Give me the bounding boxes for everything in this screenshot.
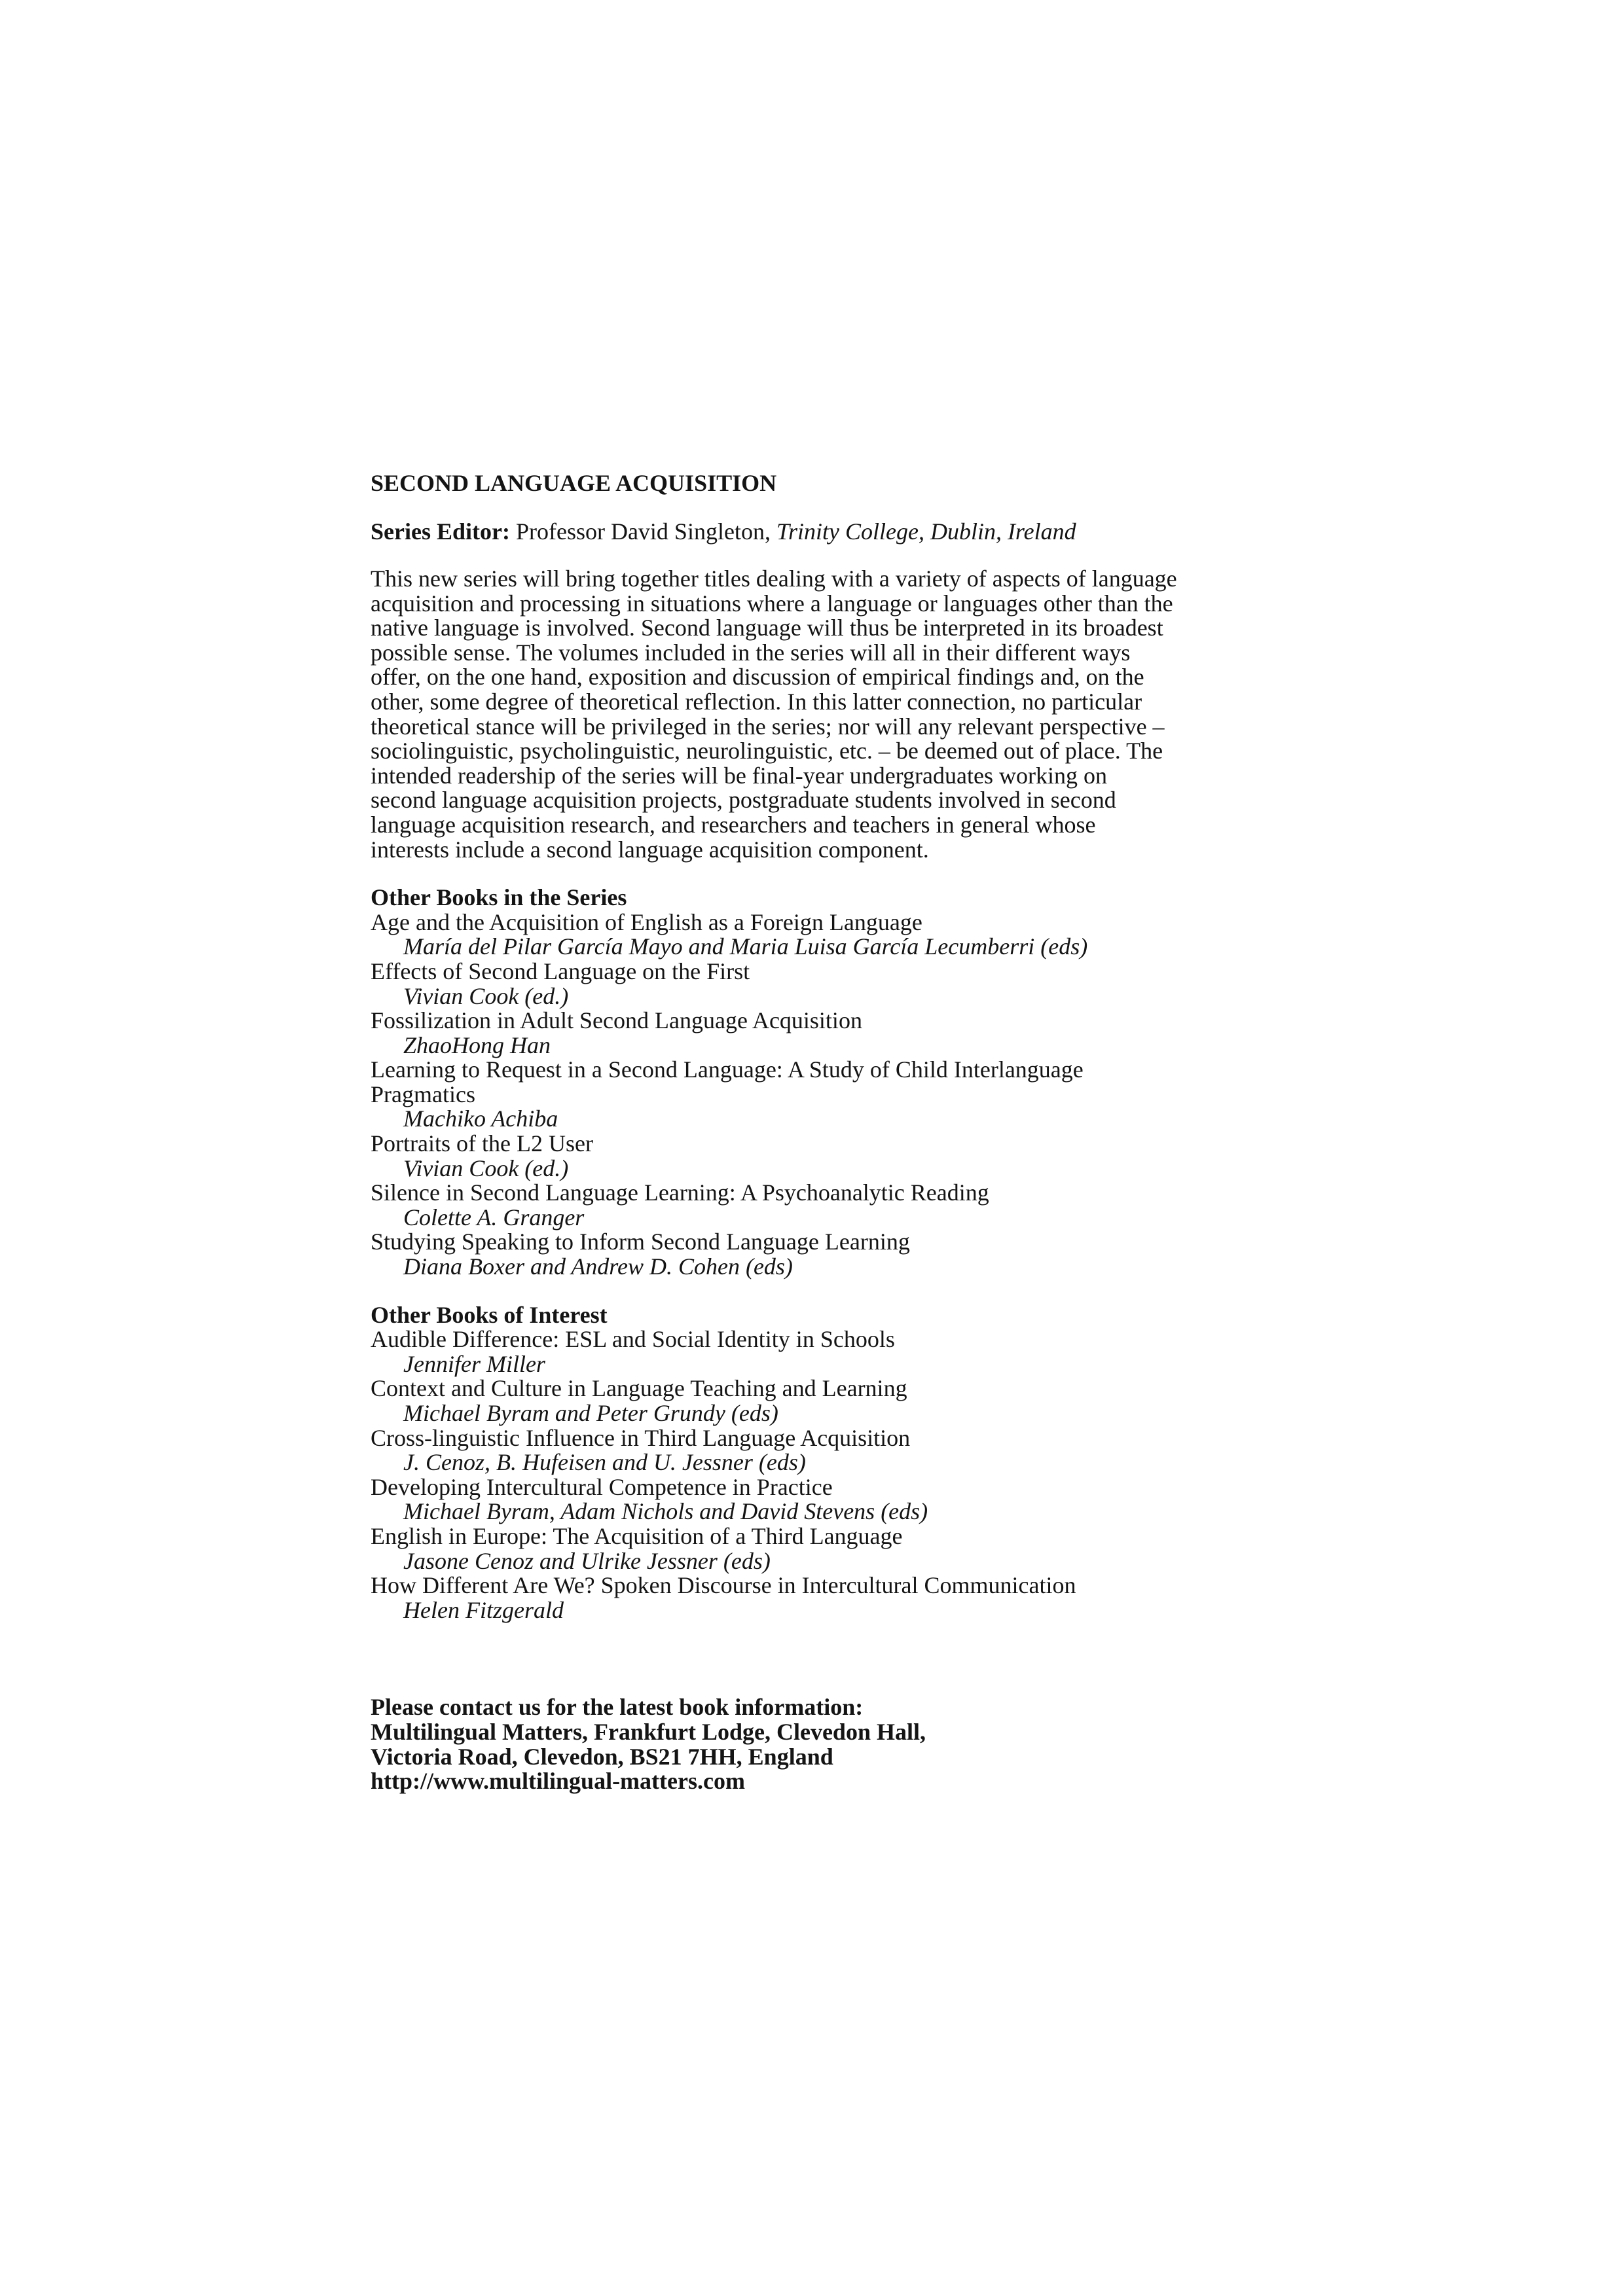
book-author: Jennifer Miller	[403, 1350, 545, 1377]
book-author: Vivian Cook (ed.)	[403, 982, 569, 1009]
book-title: English in Europe: The Acquisition of a Third Language	[371, 1522, 903, 1549]
book-title: Age and the Acquisition of English as a Foreign Language	[371, 908, 922, 935]
book-author: Diana Boxer and Andrew D. Cohen (eds)	[403, 1253, 793, 1280]
other-books-in-series	[371, 886, 1287, 1280]
series-editor-affiliation: Trinity College, Dublin, Ireland	[776, 518, 1076, 545]
book-title: Developing Intercultural Competence in Practice	[371, 1473, 833, 1500]
other-books-in-series-heading: Other Books in the Series	[371, 884, 627, 911]
book-title: Studying Speaking to Inform Second Language Learning	[371, 1229, 910, 1255]
book-author: Michael Byram, Adam Nichols and David Stevens (eds)	[403, 1498, 928, 1525]
other-books-of-interest-heading: Other Books of Interest	[371, 1301, 608, 1328]
publisher-address-line2: Victoria Road, Clevedon, BS21 7HH, England	[371, 1743, 833, 1770]
publisher-website-link[interactable]: http://www.multilingual-matters.com	[371, 1768, 745, 1795]
series-title: SECOND LANGUAGE ACQUISITION	[371, 470, 777, 496]
book-title: Learning to Request in a Second Language: A Study of Child Interlanguage Pragmatics	[371, 1056, 1084, 1107]
book-author: Vivian Cook (ed.)	[403, 1155, 569, 1181]
book-author: Machiko Achiba	[403, 1105, 558, 1132]
book-title: Portraits of the L2 User	[371, 1130, 593, 1157]
series-editor-name: Professor David Singleton,	[515, 518, 771, 545]
contact-prompt: Please contact us for the latest book information:	[371, 1694, 864, 1721]
interest-book-list	[371, 1327, 1287, 1623]
book-title: Fossilization in Adult Second Language Acquisition	[371, 1007, 862, 1034]
publisher-address-line1: Multilingual Matters, Frankfurt Lodge, Clevedon Hall,	[371, 1718, 926, 1745]
book-title: Audible Difference: ESL and Social Identity in Schools	[371, 1326, 895, 1353]
book-author: Helen Fitzgerald	[403, 1596, 564, 1623]
book-title: Context and Culture in Language Teaching and Learning	[371, 1375, 907, 1402]
series-editor-line	[371, 518, 1287, 545]
series-page	[371, 470, 1287, 1794]
contact-block	[371, 1695, 1287, 1793]
book-author: Jasone Cenoz and Ulrike Jessner (eds)	[403, 1547, 771, 1574]
book-title: How Different Are We? Spoken Discourse in Intercultural Communication	[371, 1572, 1076, 1599]
book-author: J. Cenoz, B. Hufeisen and U. Jessner (eds)	[403, 1449, 806, 1476]
book-author: Michael Byram and Peter Grundy (eds)	[403, 1400, 778, 1426]
book-author: Colette A. Granger	[403, 1204, 585, 1230]
book-title: Silence in Second Language Learning: A Psychoanalytic Reading	[371, 1179, 989, 1206]
other-books-of-interest	[371, 1303, 1287, 1623]
series-book-list	[371, 910, 1287, 1280]
book-title: Cross-linguistic Influence in Third Language Acquisition	[371, 1424, 911, 1451]
book-author: María del Pilar García Mayo and Maria Luisa García Lecumberri (eds)	[403, 933, 1088, 960]
series-editor-label: Series Editor:	[371, 518, 510, 545]
book-title: Effects of Second Language on the First	[371, 958, 750, 984]
book-author: ZhaoHong Han	[403, 1031, 551, 1058]
series-description: This new series will bring together titles dealing with a variety of aspects of language acquisition and processing in situations where a language or languages other than the native language is involved. Second language will thus be interpreted in its broadest possible sense. The volumes included in the series will all in their different ways offer, on the one hand, exposition and discussion of empirical findings and, on the other, some degree of theoretical reflection. In this latter connection, no particular theoretical stance will be privileged in the series; nor will any relevant perspective – sociolinguistic, psycholinguistic, neurolinguistic, etc. – be deemed out of place. The intended readership of the series will be final-year undergraduates working on second language acquisition projects, postgraduate students involved in second language acquisition research, and researchers and teachers in general whose interests include a second language acquisition component.	[371, 565, 1177, 863]
